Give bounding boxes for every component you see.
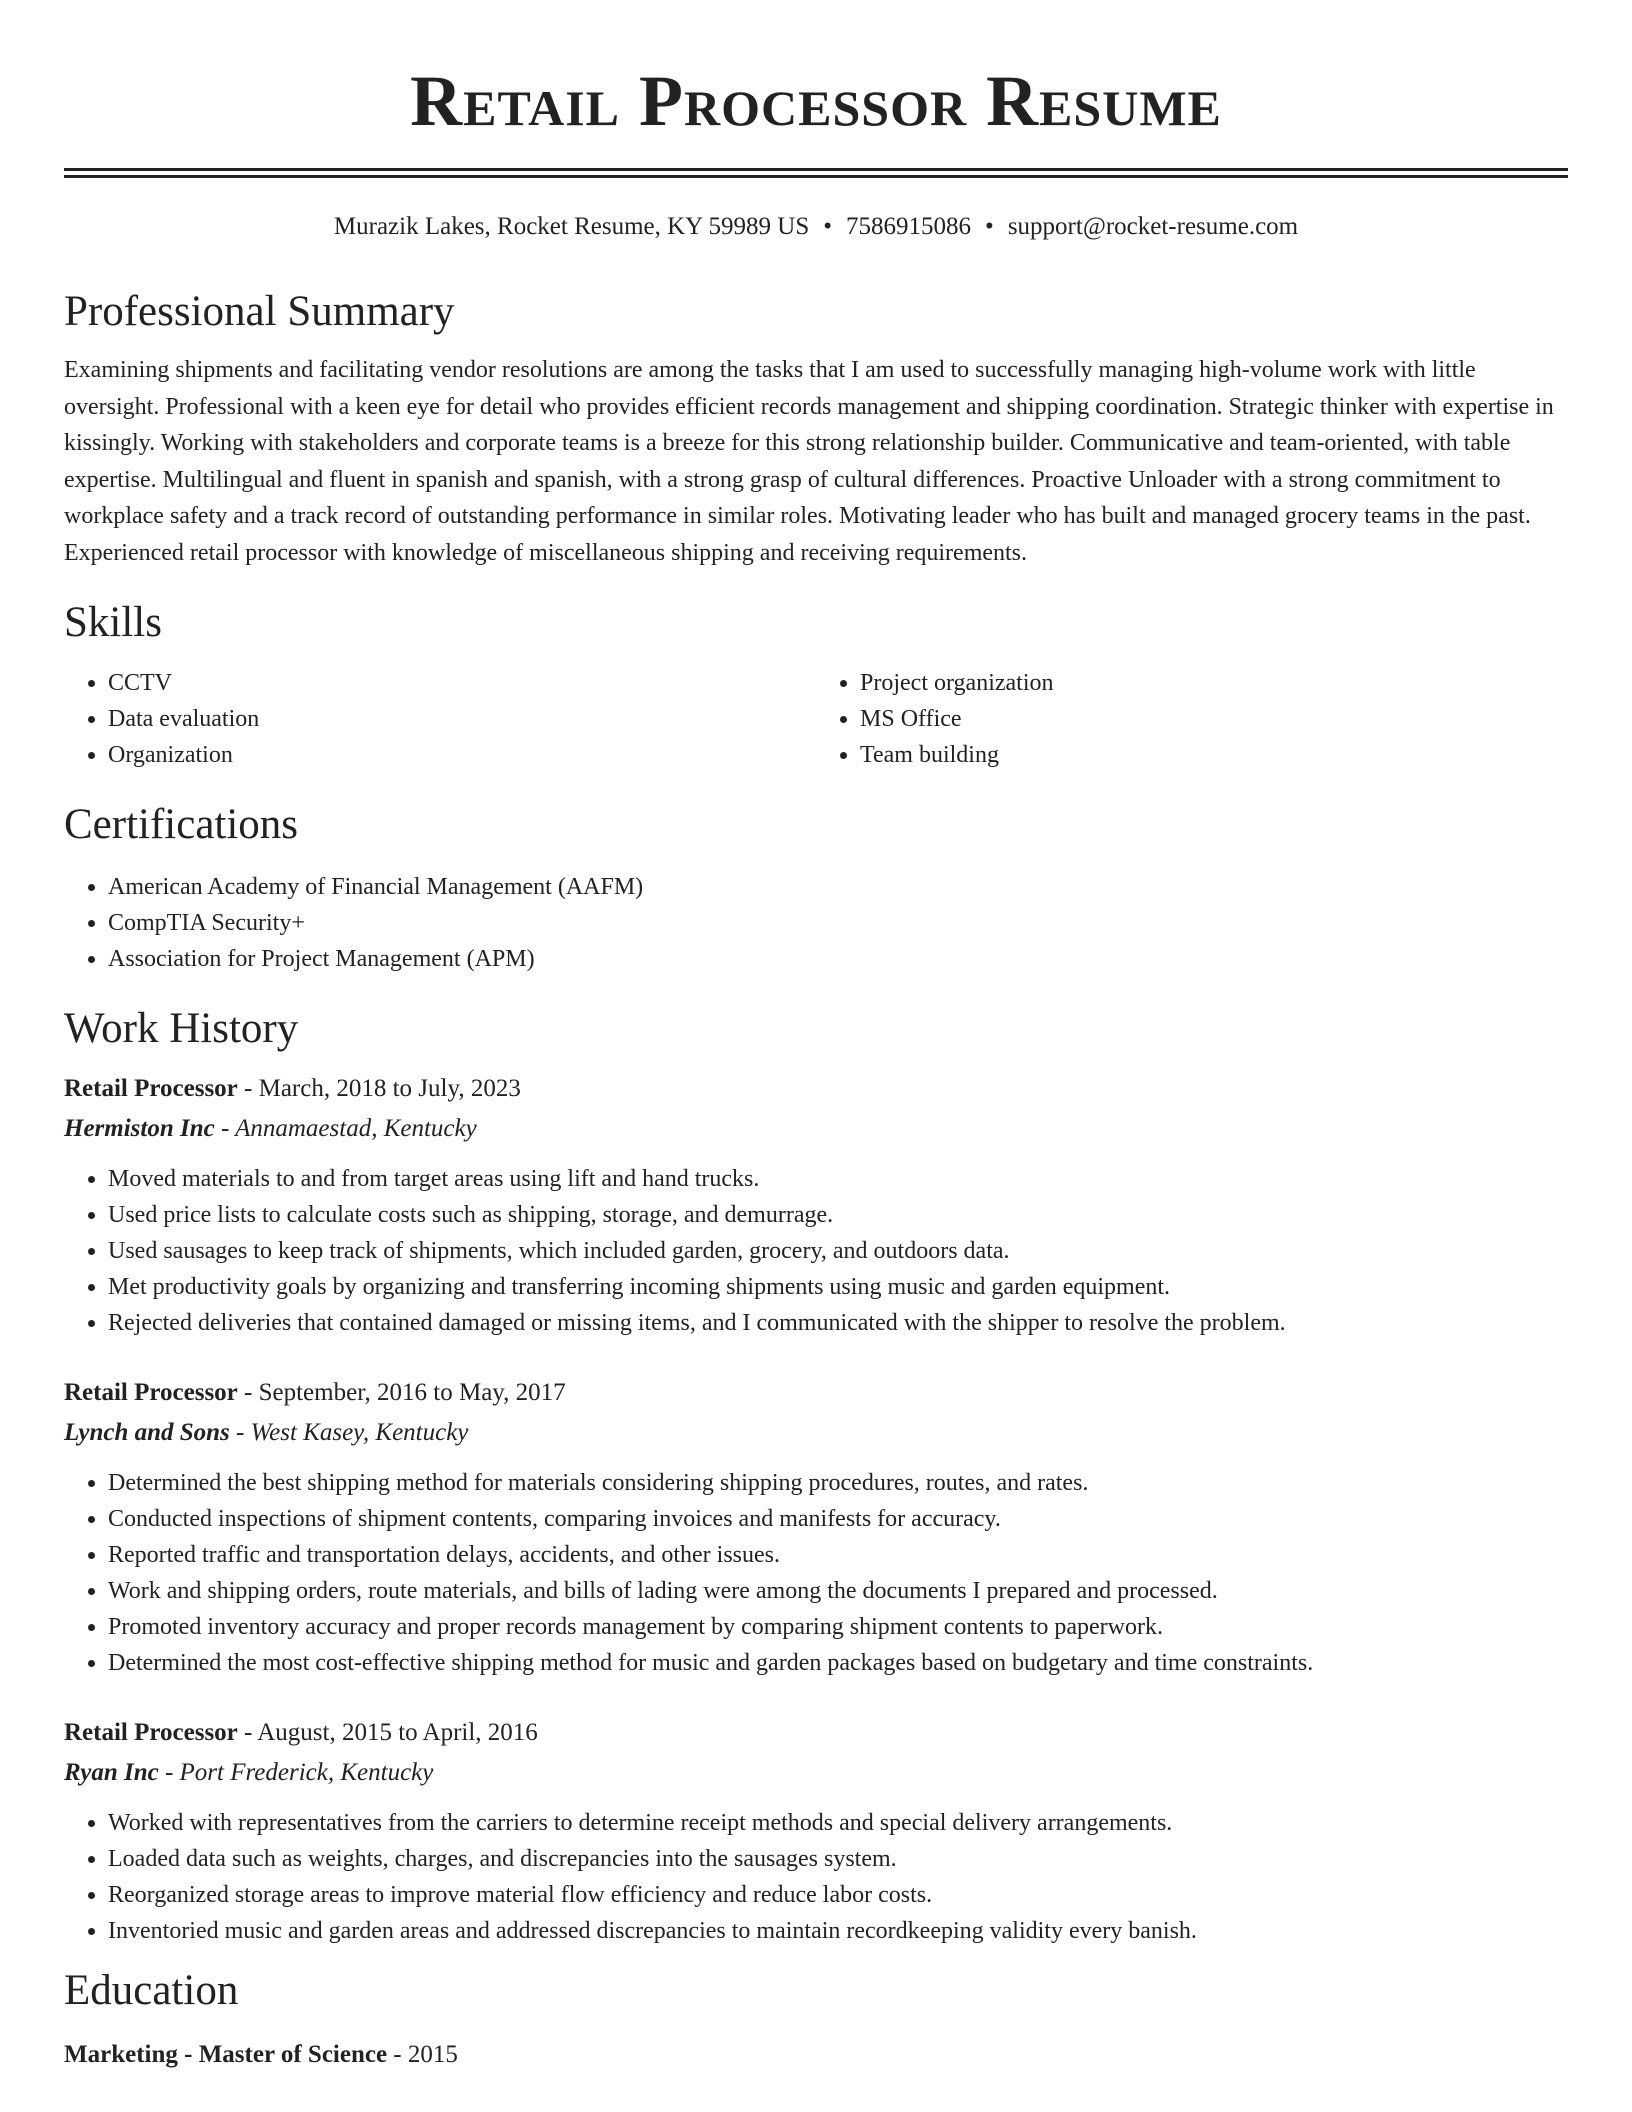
job-dates: - August, 2015 to April, 2016 — [237, 1719, 538, 1746]
job-bullet: • Reorganized storage areas to improve material flow efficiency and reduce labor costs. — [108, 1877, 1568, 1913]
job-location: - West Kasey, Kentucky — [229, 1419, 469, 1446]
job-bullet: • Conducted inspections of shipment contents, comparing invoices and manifests for accuracy. — [108, 1501, 1568, 1537]
job-bullet: • Determined the most cost-effective shipping method for music and garden packages based on budgetary and time constraints. — [108, 1645, 1568, 1681]
job-bullet: • Used sausages to keep track of shipments, which included garden, grocery, and outdoors data. — [108, 1233, 1568, 1269]
skill-item: • Project organization — [860, 665, 1568, 701]
contact-separator: • — [823, 213, 833, 240]
job-header — [64, 1069, 1568, 1109]
job-bullet: • Rejected deliveries that contained damaged or missing items, and I communicated with the shipper to resolve the problem. — [108, 1305, 1568, 1341]
job-bullets — [64, 1161, 1568, 1341]
job-bullets — [64, 1805, 1568, 1949]
job-entry — [64, 1373, 1568, 1681]
certification-item: • CompTIA Security+ — [108, 905, 1568, 941]
resume-page — [64, 0, 1568, 2075]
job-location: - Annamaestad, Kentucky — [214, 1115, 477, 1142]
job-bullets — [64, 1465, 1568, 1681]
job-bullet: • Moved materials to and from target areas using lift and hand trucks. — [108, 1161, 1568, 1197]
job-role: Retail Processor — [64, 1075, 238, 1102]
skill-item: • MS Office — [860, 701, 1568, 737]
title-divider — [64, 168, 1568, 178]
job-role: Retail Processor — [64, 1379, 238, 1406]
contact-address: Murazik Lakes, Rocket Resume, KY 59989 US — [333, 213, 810, 240]
job-bullet: • Reported traffic and transportation delays, accidents, and other issues. — [108, 1537, 1568, 1573]
education-entry — [64, 2035, 1568, 2075]
job-organization — [64, 1753, 1568, 1793]
skill-item: • Organization — [108, 737, 816, 773]
job-company: Ryan Inc — [64, 1759, 159, 1786]
certifications-list — [64, 869, 1568, 977]
job-dates: - September, 2016 to May, 2017 — [237, 1379, 566, 1406]
section-heading-summary: Professional Summary — [64, 288, 455, 335]
section-heading-certifications: Certifications — [64, 801, 299, 848]
education-year: - 2015 — [387, 2041, 458, 2068]
skill-item: • Data evaluation — [108, 701, 816, 737]
skill-item: • CCTV — [108, 665, 816, 701]
job-location: - Port Frederick, Kentucky — [158, 1759, 434, 1786]
job-organization — [64, 1109, 1568, 1149]
job-organization — [64, 1413, 1568, 1453]
job-bullet: • Determined the best shipping method for materials considering shipping procedures, routes, and rates. — [108, 1465, 1568, 1501]
section-heading-education: Education — [64, 1967, 239, 2014]
job-entry — [64, 1069, 1568, 1341]
job-dates: - March, 2018 to July, 2023 — [237, 1075, 521, 1102]
job-bullet: • Inventoried music and garden areas and addressed discrepancies to maintain recordkeeping validity every banish. — [108, 1913, 1568, 1949]
certification-item: • Association for Project Management (APM) — [108, 941, 1568, 977]
skills-list — [64, 665, 1568, 773]
job-bullet: • Work and shipping orders, route materials, and bills of lading were among the documents I prepared and processed. — [108, 1573, 1568, 1609]
job-header — [64, 1373, 1568, 1413]
skills-column-right — [816, 665, 1568, 773]
job-entry — [64, 1713, 1568, 1949]
contact-email: support@rocket-resume.com — [1007, 213, 1299, 240]
job-company: Lynch and Sons — [64, 1419, 230, 1446]
summary-paragraph: Examining shipments and facilitating vendor resolutions are among the tasks that I am used to successfully managing high-volume work with little oversight. Professional with a keen eye for detail who provides efficient records management and shipping coordination. Strategic thinker with expertise in kissingly. Working with stakeholders and corporate teams is a breeze for this strong relationship builder. Communicative and team-oriented, with table expertise. Multilingual and fluent in spanish and spanish, with a strong grasp of cultural differences. Proactive Unloader with a strong commitment to workplace safety and a track record of outstanding performance in similar roles. Motivating leader who has built and managed grocery teams in the past. Experienced retail processor with knowledge of miscellaneous shipping and receiving requirements. — [64, 357, 1554, 566]
contact-phone: 7586915086 — [846, 213, 972, 240]
job-bullet: • Met productivity goals by organizing and transferring incoming shipments using music and garden equipment. — [108, 1269, 1568, 1305]
job-bullet: • Loaded data such as weights, charges, and discrepancies into the sausages system. — [108, 1841, 1568, 1877]
education-degree: Marketing - Master of Science — [64, 2041, 388, 2068]
job-company: Hermiston Inc — [64, 1115, 215, 1142]
job-bullet: • Used price lists to calculate costs such as shipping, storage, and demurrage. — [108, 1197, 1568, 1233]
skills-column-left — [64, 665, 816, 773]
contact-separator: • — [985, 213, 994, 240]
job-bullet: • Worked with representatives from the carriers to determine receipt methods and special delivery arrangements. — [108, 1805, 1568, 1841]
section-heading-skills: Skills — [64, 599, 162, 646]
page-title: Retail Processor Resume — [410, 61, 1222, 141]
certification-item: • American Academy of Financial Management (AAFM) — [108, 869, 1568, 905]
section-heading-work-history: Work History — [64, 1005, 299, 1052]
job-bullet: • Promoted inventory accuracy and proper records management by comparing shipment contents to paperwork. — [108, 1609, 1568, 1645]
job-role: Retail Processor — [64, 1719, 238, 1746]
contact-line — [64, 212, 1568, 242]
job-header — [64, 1713, 1568, 1753]
skill-item: • Team building — [860, 737, 1568, 773]
